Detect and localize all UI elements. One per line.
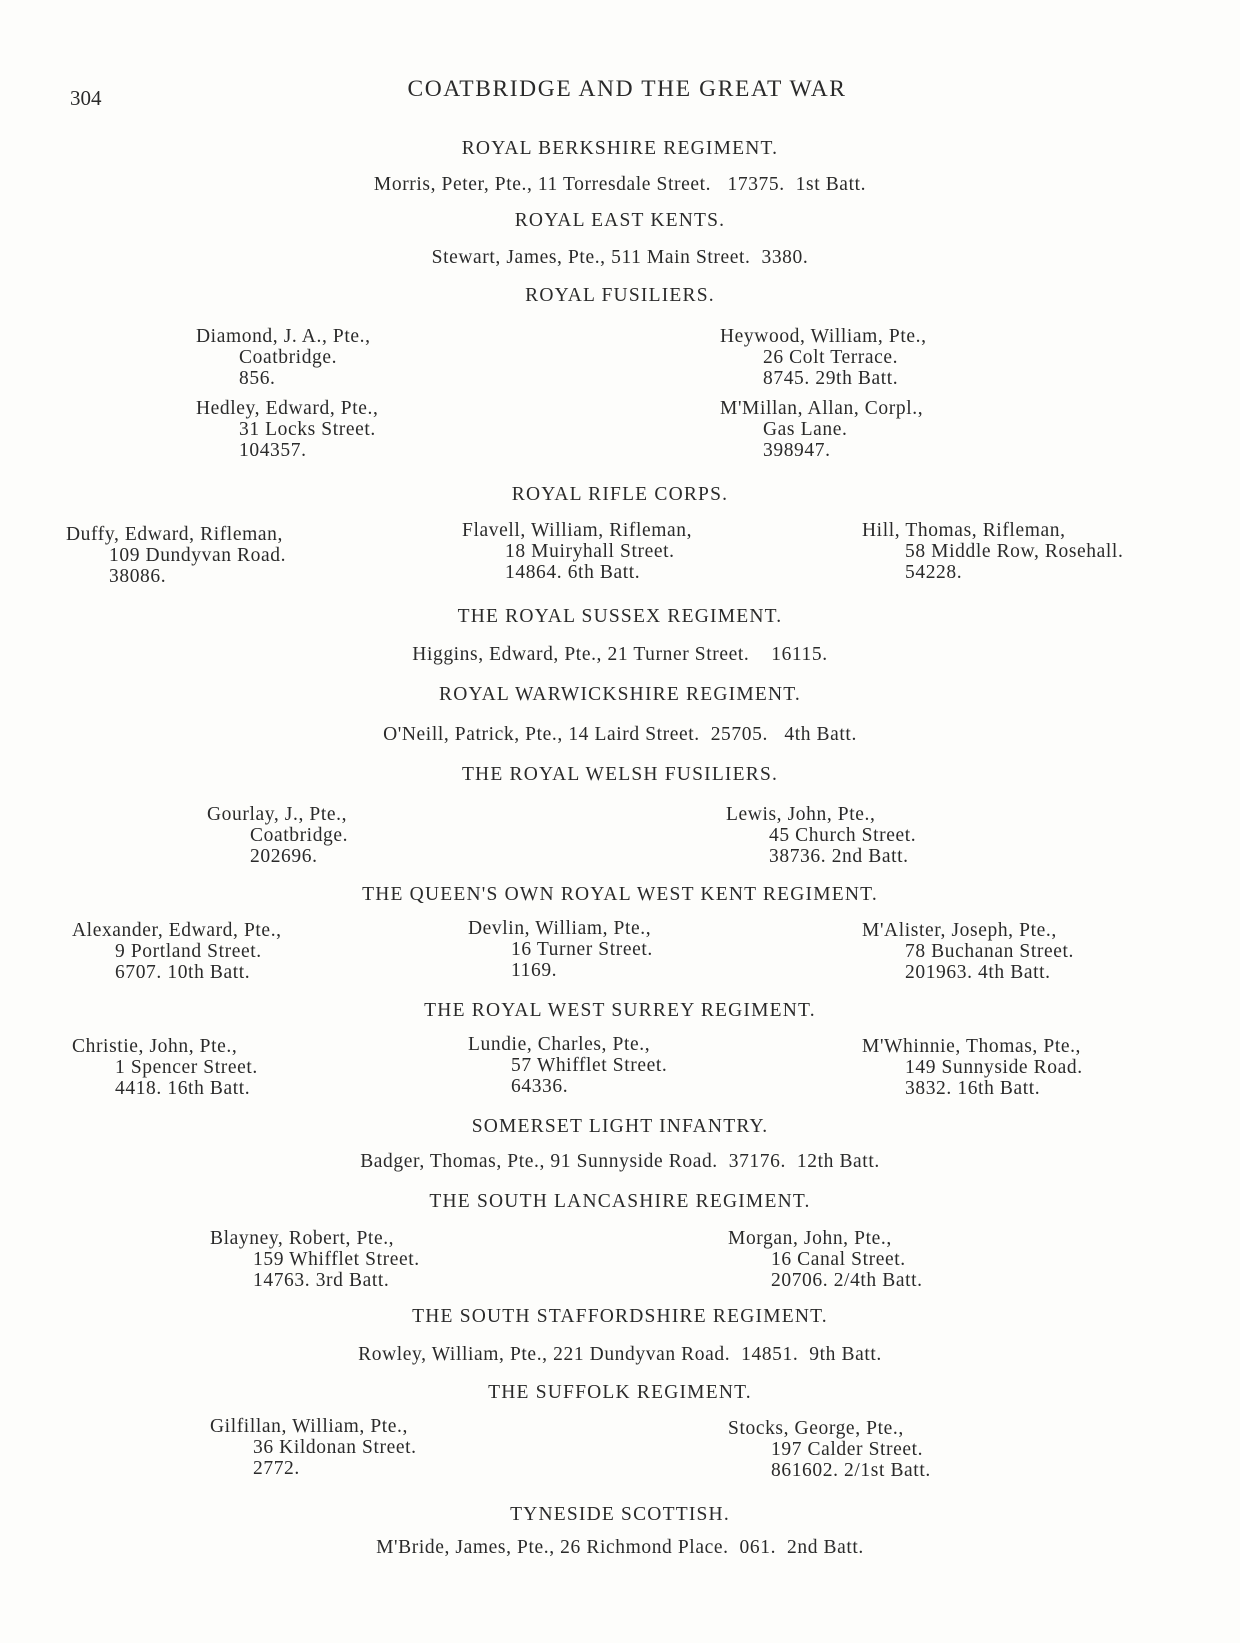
entry-name: M'Millan, Allan, Corpl.,: [720, 398, 924, 419]
entry-number: 14763. 3rd Batt.: [253, 1270, 390, 1291]
entry-number: 3832. 16th Batt.: [905, 1078, 1041, 1099]
entry-name: Diamond, J. A., Pte.,: [196, 326, 371, 347]
entry-address: 57 Whifflet Street.: [511, 1055, 668, 1076]
roll-entry: [728, 1228, 923, 1291]
entry-number: 861602. 2/1st Batt.: [771, 1460, 931, 1481]
running-title: COATBRIDGE AND THE GREAT WAR: [407, 76, 847, 102]
roll-entry: [207, 804, 348, 867]
roll-entry: O'Neill, Patrick, Pte., 14 Laird Street. 25705. 4th Batt.: [383, 724, 857, 745]
roll-entry: [196, 326, 371, 389]
roll-entry: [720, 398, 923, 461]
entry-name: Hill, Thomas, Rifleman,: [862, 520, 1066, 541]
roll-entry: [728, 1418, 931, 1481]
entry-number: 856.: [239, 368, 276, 389]
section-heading: THE ROYAL WEST SURREY REGIMENT.: [424, 1000, 816, 1021]
entry-address: 197 Calder Street.: [771, 1439, 924, 1460]
entry-address: 1 Spencer Street.: [115, 1057, 258, 1078]
entry-address: Coatbridge.: [250, 825, 349, 846]
roll-entry: [468, 918, 653, 981]
entry-address: 36 Kildonan Street.: [253, 1437, 417, 1458]
entry-name: M'Whinnie, Thomas, Pte.,: [862, 1036, 1082, 1057]
entry-address: 9 Portland Street.: [115, 941, 262, 962]
roll-entry: [468, 1034, 667, 1097]
entry-address: Coatbridge.: [239, 347, 338, 368]
entry-number: 202696.: [250, 846, 318, 867]
entry-name: Duffy, Edward, Rifleman,: [66, 524, 283, 545]
section-heading: SOMERSET LIGHT INFANTRY.: [471, 1116, 769, 1137]
entry-name: Stocks, George, Pte.,: [728, 1418, 904, 1439]
page-number: 304: [70, 86, 102, 110]
roll-entry: Rowley, William, Pte., 221 Dundyvan Road. 14851. 9th Batt.: [358, 1344, 882, 1365]
roll-entry: Stewart, James, Pte., 511 Main Street. 3380.: [431, 247, 809, 268]
entry-address: 58 Middle Row, Rosehall.: [905, 541, 1124, 562]
entry-name: Gilfillan, William, Pte.,: [210, 1416, 409, 1437]
entry-name: M'Alister, Joseph, Pte.,: [862, 920, 1057, 941]
entry-address: 18 Muiryhall Street.: [505, 541, 675, 562]
entry-number: 64336.: [511, 1076, 569, 1097]
section-heading: THE ROYAL SUSSEX REGIMENT.: [457, 606, 783, 627]
roll-entry: [66, 524, 286, 587]
roll-entry: [462, 520, 692, 583]
roll-entry: [862, 1036, 1083, 1099]
section-heading: THE QUEEN'S OWN ROYAL WEST KENT REGIMENT.: [362, 884, 878, 905]
entry-name: Hedley, Edward, Pte.,: [196, 398, 379, 419]
entry-address: 16 Canal Street.: [771, 1249, 906, 1270]
roll-entry: Higgins, Edward, Pte., 21 Turner Street. 16115.: [412, 644, 828, 665]
roll-entry: [726, 804, 916, 867]
entry-name: Gourlay, J., Pte.,: [207, 804, 348, 825]
entry-name: Heywood, William, Pte.,: [720, 326, 927, 347]
roll-entry: [72, 920, 282, 983]
roll-entry: [210, 1416, 417, 1479]
entry-address: 149 Sunnyside Road.: [905, 1057, 1083, 1078]
entry-name: Devlin, William, Pte.,: [468, 918, 652, 939]
section-heading: ROYAL FUSILIERS.: [525, 285, 715, 306]
roll-entry: Morris, Peter, Pte., 11 Torresdale Street. 17375. 1st Batt.: [373, 174, 867, 195]
section-heading: ROYAL RIFLE CORPS.: [511, 484, 729, 505]
roll-entry: [196, 398, 378, 461]
roll-entry: M'Bride, James, Pte., 26 Richmond Place. 061. 2nd Batt.: [376, 1537, 864, 1558]
section-heading: ROYAL WARWICKSHIRE REGIMENT.: [438, 684, 802, 705]
roll-entry: [72, 1036, 258, 1099]
entry-number: 2772.: [253, 1458, 300, 1479]
section-heading: TYNESIDE SCOTTISH.: [510, 1504, 730, 1525]
roll-entry: [862, 920, 1074, 983]
roll-entry: Badger, Thomas, Pte., 91 Sunnyside Road. 37176. 12th Batt.: [360, 1151, 880, 1172]
entry-number: 54228.: [905, 562, 963, 583]
entry-number: 201963. 4th Batt.: [905, 962, 1051, 983]
entry-name: Alexander, Edward, Pte.,: [72, 920, 282, 941]
entry-number: 104357.: [239, 440, 307, 461]
entry-address: Gas Lane.: [763, 419, 848, 440]
entry-address: 45 Church Street.: [769, 825, 917, 846]
entry-address: 26 Colt Terrace.: [763, 347, 899, 368]
entry-number: 8745. 29th Batt.: [763, 368, 899, 389]
entry-address: 16 Turner Street.: [511, 939, 653, 960]
entry-number: 38086.: [109, 566, 167, 587]
roll-entry: [862, 520, 1123, 583]
entry-name: Christie, John, Pte.,: [72, 1036, 238, 1057]
entry-number: 6707. 10th Batt.: [115, 962, 251, 983]
entry-address: 159 Whifflet Street.: [253, 1249, 420, 1270]
entry-number: 20706. 2/4th Batt.: [771, 1270, 923, 1291]
entry-name: Lewis, John, Pte.,: [726, 804, 876, 825]
roll-entry: [210, 1228, 420, 1291]
entry-number: 398947.: [763, 440, 831, 461]
entry-name: Lundie, Charles, Pte.,: [468, 1034, 651, 1055]
entry-address: 31 Locks Street.: [239, 419, 376, 440]
entry-number: 1169.: [511, 960, 558, 981]
entry-name: Flavell, William, Rifleman,: [462, 520, 693, 541]
section-heading: THE SUFFOLK REGIMENT.: [488, 1382, 752, 1403]
entry-address: 78 Buchanan Street.: [905, 941, 1074, 962]
entry-number: 4418. 16th Batt.: [115, 1078, 251, 1099]
section-heading: ROYAL BERKSHIRE REGIMENT.: [461, 138, 779, 159]
entry-address: 109 Dundyvan Road.: [109, 545, 287, 566]
section-heading: THE SOUTH STAFFORDSHIRE REGIMENT.: [412, 1306, 828, 1327]
section-heading: ROYAL EAST KENTS.: [514, 210, 726, 231]
entry-number: 14864. 6th Batt.: [505, 562, 641, 583]
section-heading: THE ROYAL WELSH FUSILIERS.: [461, 764, 779, 785]
entry-number: 38736. 2nd Batt.: [769, 846, 909, 867]
section-heading: THE SOUTH LANCASHIRE REGIMENT.: [429, 1191, 811, 1212]
entry-name: Blayney, Robert, Pte.,: [210, 1228, 395, 1249]
entry-name: Morgan, John, Pte.,: [728, 1228, 892, 1249]
roll-entry: [720, 326, 927, 389]
